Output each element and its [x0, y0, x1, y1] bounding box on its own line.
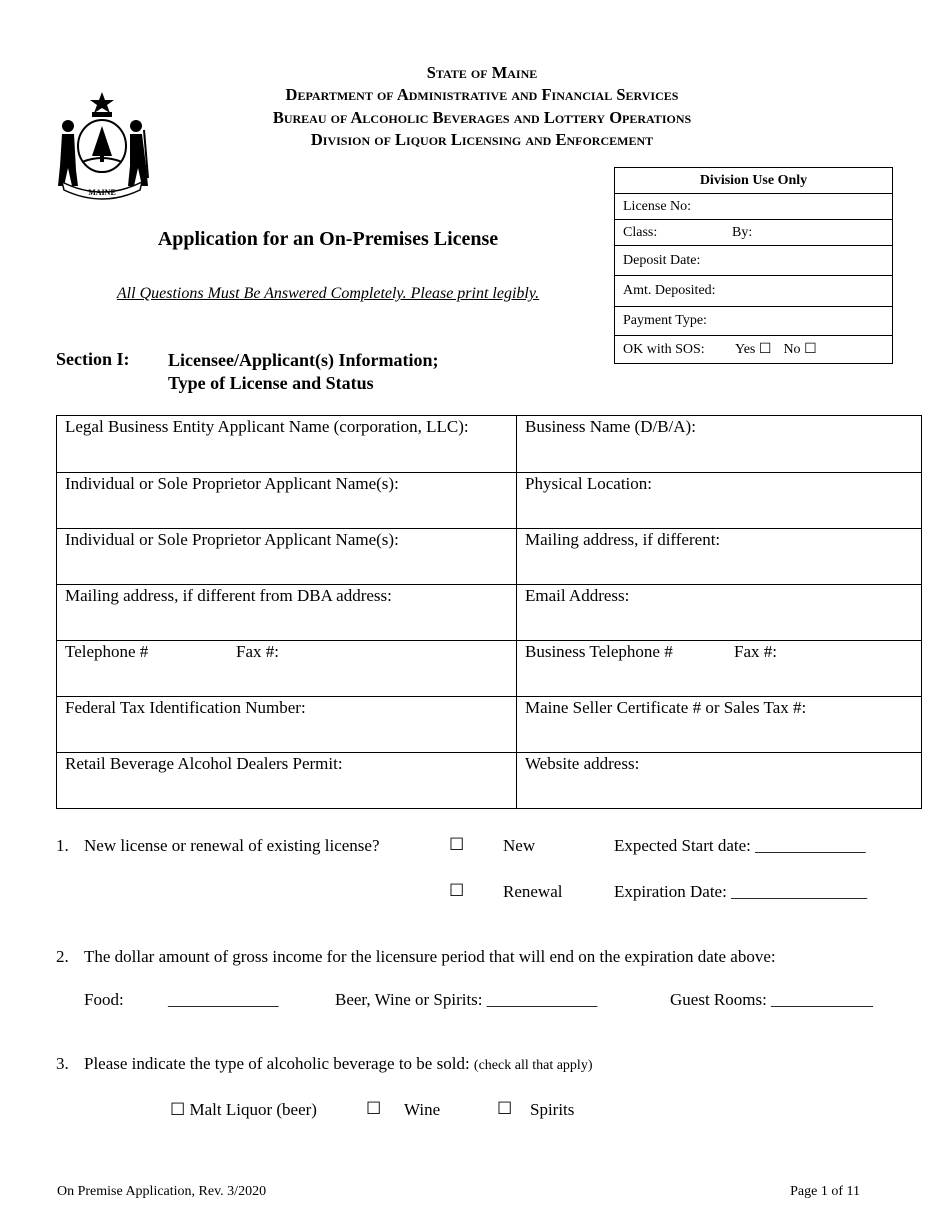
footer-revision: On Premise Application, Rev. 3/2020 [57, 1184, 267, 1199]
q3-wine-label: Wine [404, 1100, 441, 1119]
mailing-address-dba-field[interactable]: Mailing address, if different from DBA address: [57, 585, 517, 640]
letterhead [180, 62, 784, 151]
payment-type-label: Payment Type: [623, 313, 707, 328]
grid-row [57, 528, 921, 584]
grid-row [57, 752, 921, 808]
header-division: Division of Liquor Licensing and Enforcement [310, 129, 654, 149]
q1-start-date-field[interactable]: Expected Start date: _____________ [614, 836, 866, 855]
form-title: Application for an On-Premises License [157, 228, 499, 250]
q1-renewal-label: Renewal [503, 882, 563, 901]
business-telephone-label: Business Telephone # [525, 642, 673, 661]
svg-text:MAINE: MAINE [88, 188, 116, 197]
q2-beer-wine-spirits-field[interactable]: Beer, Wine or Spirits: _____________ [335, 990, 598, 1009]
footer-page-number: Page 1 of 11 [790, 1184, 860, 1199]
q1-new-checkbox[interactable]: ☐ [449, 835, 465, 854]
section-title-line2: Type of License and Status [168, 373, 374, 393]
amt-deposited-label: Amt. Deposited: [623, 283, 716, 298]
business-telephone-fax-field[interactable] [517, 641, 921, 696]
q1-text: New license or renewal of existing license? [84, 836, 380, 855]
section-label: Section I: [56, 349, 130, 369]
license-no-label: License No: [623, 198, 692, 214]
q3-note: (check all that apply) [473, 1058, 593, 1073]
maine-seller-certificate-field[interactable]: Maine Seller Certificate # or Sales Tax #: [525, 698, 807, 717]
license-no-field[interactable] [615, 193, 892, 219]
section-title [168, 349, 438, 395]
individual-applicant-name-field-2[interactable]: Individual or Sole Proprietor Applicant Name(s): [57, 529, 517, 584]
sos-no-label: No [783, 341, 801, 357]
header-department: Department of Administrative and Financial Services [285, 85, 679, 105]
physical-location-field[interactable]: Physical Location: [525, 474, 653, 493]
header-bureau: Bureau of Alcoholic Beverages and Lottery Operations [272, 107, 692, 127]
deposit-date-label: Deposit Date: [623, 252, 701, 268]
q3-number: 3. [56, 1054, 69, 1073]
q2-text: The dollar amount of gross income for the licensure period that will end on the expiration date above: [84, 947, 776, 966]
applicant-info-grid [56, 415, 922, 809]
mailing-address-field[interactable]: Mailing address, if different: [525, 530, 721, 549]
q2-guest-rooms-field[interactable]: Guest Rooms: ____________ [670, 990, 874, 1009]
grid-row [57, 640, 921, 696]
q3-spirits-label: Spirits [530, 1100, 575, 1119]
amt-deposited-field[interactable] [615, 275, 892, 306]
federal-tax-id-field[interactable]: Federal Tax Identification Number: [57, 697, 517, 752]
q1-expiration-date-field[interactable]: Expiration Date: ________________ [614, 882, 868, 901]
form-instructions: All Questions Must Be Answered Completely. Please print legibly. [116, 285, 540, 302]
q3-wine-checkbox[interactable]: ☐ [366, 1099, 382, 1118]
grid-row [57, 696, 921, 752]
payment-type-field[interactable] [615, 306, 892, 335]
telephone-label: Telephone # [65, 642, 149, 661]
section-title-line1: Licensee/Applicant(s) Information; [168, 350, 439, 370]
telephone-fax-field[interactable] [57, 641, 517, 696]
q3-spirits-checkbox[interactable]: ☐ [497, 1099, 513, 1118]
retail-dealers-permit-field[interactable]: Retail Beverage Alcohol Dealers Permit: [57, 753, 517, 808]
q2-number: 2. [56, 947, 69, 966]
q3-malt-liquor-option[interactable]: ☐ Malt Liquor (beer) [170, 1100, 317, 1119]
division-use-box [614, 167, 893, 364]
q2-food-field[interactable]: _____________ [168, 990, 279, 1009]
ok-sos-row [615, 335, 892, 363]
fax-label: Fax #: [236, 642, 279, 661]
sos-yes-label: Yes [735, 341, 756, 357]
q1-new-label: New [503, 836, 536, 855]
grid-row [57, 584, 921, 640]
division-use-title: Division Use Only [699, 172, 808, 188]
legal-entity-name-field[interactable]: Legal Business Entity Applicant Name (corporation, LLC): [57, 416, 517, 472]
class-by-field[interactable] [615, 219, 892, 245]
q1-number: 1. [56, 836, 69, 855]
q3-text: Please indicate the type of alcoholic beverage to be sold: [84, 1054, 470, 1073]
individual-applicant-name-field[interactable]: Individual or Sole Proprietor Applicant Name(s): [57, 473, 517, 528]
sos-no-checkbox[interactable]: ☐ [804, 342, 817, 357]
q2-food-label: Food: [84, 990, 124, 1009]
ok-sos-label: OK with SOS: [623, 341, 705, 357]
business-fax-label: Fax #: [734, 642, 777, 661]
maine-state-seal-icon [54, 90, 150, 200]
grid-row [57, 416, 921, 472]
q1-renewal-checkbox[interactable]: ☐ [449, 881, 465, 900]
grid-row [57, 472, 921, 528]
sos-yes-checkbox[interactable]: ☐ [758, 342, 772, 357]
website-address-field[interactable]: Website address: [525, 754, 640, 773]
business-name-field[interactable]: Business Name (D/B/A): [525, 417, 696, 436]
deposit-date-field[interactable] [615, 245, 892, 275]
email-address-field[interactable]: Email Address: [525, 586, 630, 605]
class-label: Class: [623, 224, 658, 240]
q3-text-wrap [84, 1054, 592, 1074]
by-label: By: [732, 224, 753, 240]
header-state: State of Maine [426, 63, 538, 82]
